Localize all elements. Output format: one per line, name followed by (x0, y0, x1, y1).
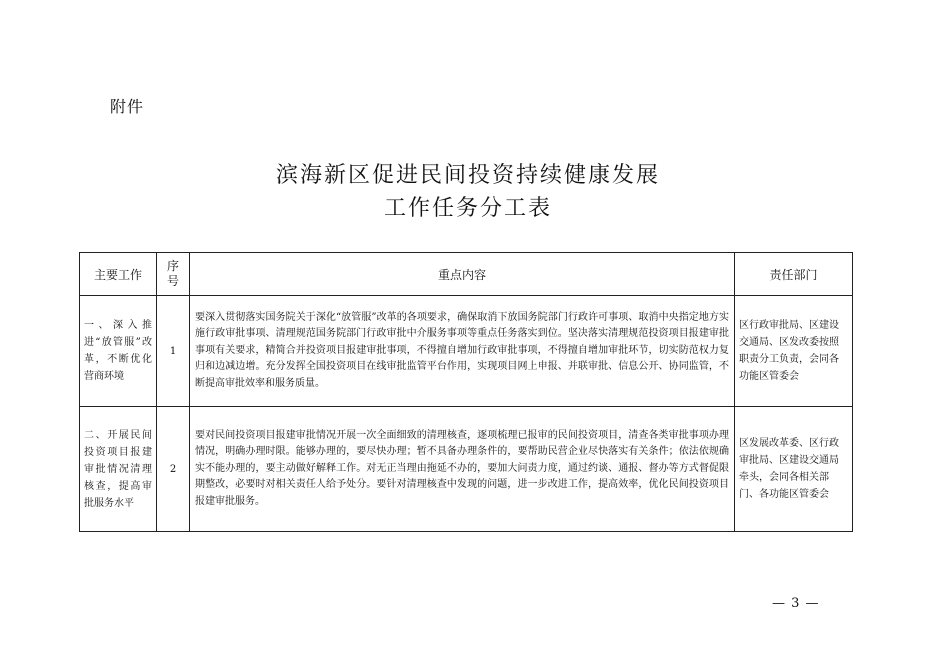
task-table (79, 252, 853, 532)
row-main-work: 二、开展民间投资项目报建审批情况清理核查，提高审批服务水平 (80, 407, 157, 532)
header-main-work: 主要工作 (80, 253, 157, 296)
row-dept: 区发展改革委、区行政审批局、区建设交通局牵头，会同各相关部门、各功能区管委会 (735, 407, 853, 532)
document-title-line1: 滨海新区促进民间投资持续健康发展 (275, 163, 660, 188)
page-number: — 3 — (772, 596, 820, 611)
header-content: 重点内容 (190, 253, 735, 296)
header-seq-label: 序号 (166, 259, 179, 288)
table-row (80, 296, 853, 407)
header-dept: 责任部门 (735, 253, 853, 296)
row-seq: 1 (157, 296, 190, 407)
header-seq (157, 253, 190, 296)
document-title-line2: 工作任务分工表 (383, 196, 552, 221)
table-row (80, 407, 853, 532)
row-seq: 2 (157, 407, 190, 532)
attachment-label: 附件 (110, 97, 145, 116)
table-header-row (80, 253, 853, 296)
row-content: 要对民间投资项目报建审批情况开展一次全面细致的清理核查，逐项梳理已报审的民间投资项目，清查各类审批事项办理情况，明确办理时限。能够办理的，要尽快办理；暂不具备办理条件的，要帮助民营企业尽快落实有关条件；依法依规确实不能办理的，要主动做好解释工作。对无正当理由拖延不办的，要加大问责力度，通过约谈、通报、督办等方式督促限期整改，必要时对相关责任人给予处分。要针对清理核查中发现的问题，进一步改进工作，提高效率，优化民间投资项目报建审批服务。 (190, 407, 735, 532)
row-dept: 区行政审批局、区建设交通局、区发改委按照职责分工负责，会同各功能区管委会 (735, 296, 853, 407)
row-content: 要深入贯彻落实国务院关于深化“放管服”改革的各项要求，确保取消下放国务院部门行政许可事项、取消中央指定地方实施行政审批事项、清理规范国务院部门行政审批中介服务事项等重点任务落实到位。坚决落实清理规范投资项目报建审批事项有关要求，精简合并投资项目报建审批事项，不得擅自增加行政审批事项，不得擅自增加审批环节，切实防范权力复归和边减边增。充分发挥全国投资项目在线审批监管平台作用，实现项目网上申报、并联审批、信息公开、协同监管，不断提高审批效率和服务质量。 (190, 296, 735, 407)
row-main-work: 一、深入推进“放管服”改革，不断优化营商环境 (80, 296, 157, 407)
